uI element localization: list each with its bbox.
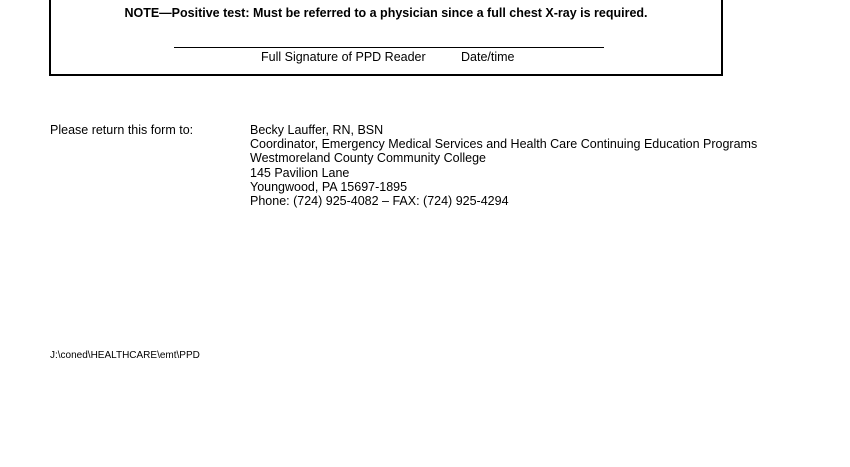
address-line-street: 145 Pavilion Lane (250, 165, 350, 180)
datetime-label: Date/time (461, 50, 515, 64)
return-form-label: Please return this form to: (50, 123, 194, 137)
return-address (250, 123, 757, 208)
address-line-phone: Phone: (724) 925-4082 – FAX: (724) 925-4294 (250, 194, 509, 209)
positive-test-note: NOTE—Positive test: Must be referred to a physician since a full chest X-ray is required. (124, 6, 648, 20)
signature-label: Full Signature of PPD Reader (261, 50, 426, 64)
signature-line (174, 47, 604, 48)
address-line-name: Becky Lauffer, RN, BSN (250, 123, 384, 137)
address-line-city: Youngwood, PA 15697-1895 (250, 179, 408, 194)
file-path-footer: J:\coned\HEALTHCARE\emt\PPD (50, 350, 200, 361)
address-line-college: Westmoreland County Community College (250, 151, 486, 166)
address-line-title: Coordinator, Emergency Medical Services and Health Care Continuing Education Programs (250, 137, 758, 152)
positive-test-note-box (49, 0, 723, 76)
